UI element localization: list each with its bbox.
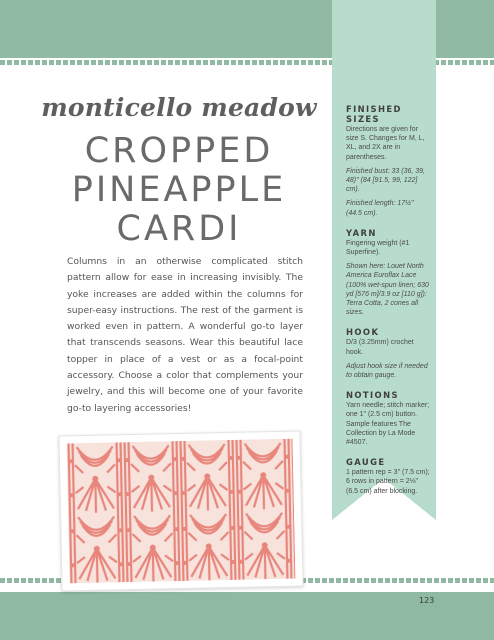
title-line-1: CROPPED xyxy=(84,131,274,171)
gauge-section xyxy=(346,457,430,496)
yarn-shown-here: Shown here: Louet North America Euroflax Lace (100% wet-spun linen; 630 yd [576 m]/3.9 oz [110 g]): Terra Cotta, 2 cones all sizes. xyxy=(346,263,429,317)
pattern-details-sidebar xyxy=(346,104,430,506)
hook-heading: HOOK xyxy=(346,327,380,338)
gauge-heading: GAUGE xyxy=(346,457,386,468)
notions-section xyxy=(346,390,430,447)
yarn-weight: Fingering weight (#1 Superfine). xyxy=(346,239,410,257)
notions-text: Yarn needle; stitch marker; one 1" (2.5 cm) button. Sample features The Collection by La Mode #4507. xyxy=(346,402,430,447)
finished-sizes-heading: FINISHED SIZES xyxy=(346,104,402,124)
hook-size: D/3 (3.25mm) crochet hook. xyxy=(346,339,414,356)
yarn-heading: YARN xyxy=(346,227,377,238)
notions-heading: NOTIONS xyxy=(346,390,399,401)
finished-bust: Finished bust: 33 (36, 39, 48)" (84 [91.5, 99, 122] cm). xyxy=(346,167,425,194)
page-number: 123 xyxy=(419,596,435,605)
hook-section xyxy=(346,327,430,380)
finished-sizes-section xyxy=(346,104,430,218)
lace-swatch-image xyxy=(67,439,296,584)
gauge-text: 1 pattern rep = 3" (7.5 cm); 6 rows in pattern = 2⅛" (6.5 cm) after blocking. xyxy=(346,469,430,495)
intro-paragraph: Columns in an otherwise complicated stitch pattern allow for ease in increasing invisibly. The yoke increases are added within the columns for super-easy instructions. The rest of the garment is worked even in pattern. A wonderful go-to layer that transcends seasons. Wear this beautiful lace topper in place of a vest or as a focal-point accessory. Choose a color that complements your jewelry, and this will become one of your favorite go-to layering accessories! xyxy=(67,256,303,414)
lace-swatch-photo xyxy=(58,430,303,591)
pattern-collection-name: monticello meadow xyxy=(41,93,317,122)
title-line-3: CARDI xyxy=(116,209,242,249)
title-line-2: PINEAPPLE xyxy=(71,170,287,210)
finished-sizes-text: Directions are given for size S. Changes for M, L, XL, and 2X are in parentheses. xyxy=(346,126,425,161)
hook-note: Adjust hook size if needed to obtain gauge. xyxy=(346,362,428,380)
yarn-section xyxy=(346,228,430,318)
finished-length: Finished length: 17½" (44.5 cm). xyxy=(346,200,414,217)
